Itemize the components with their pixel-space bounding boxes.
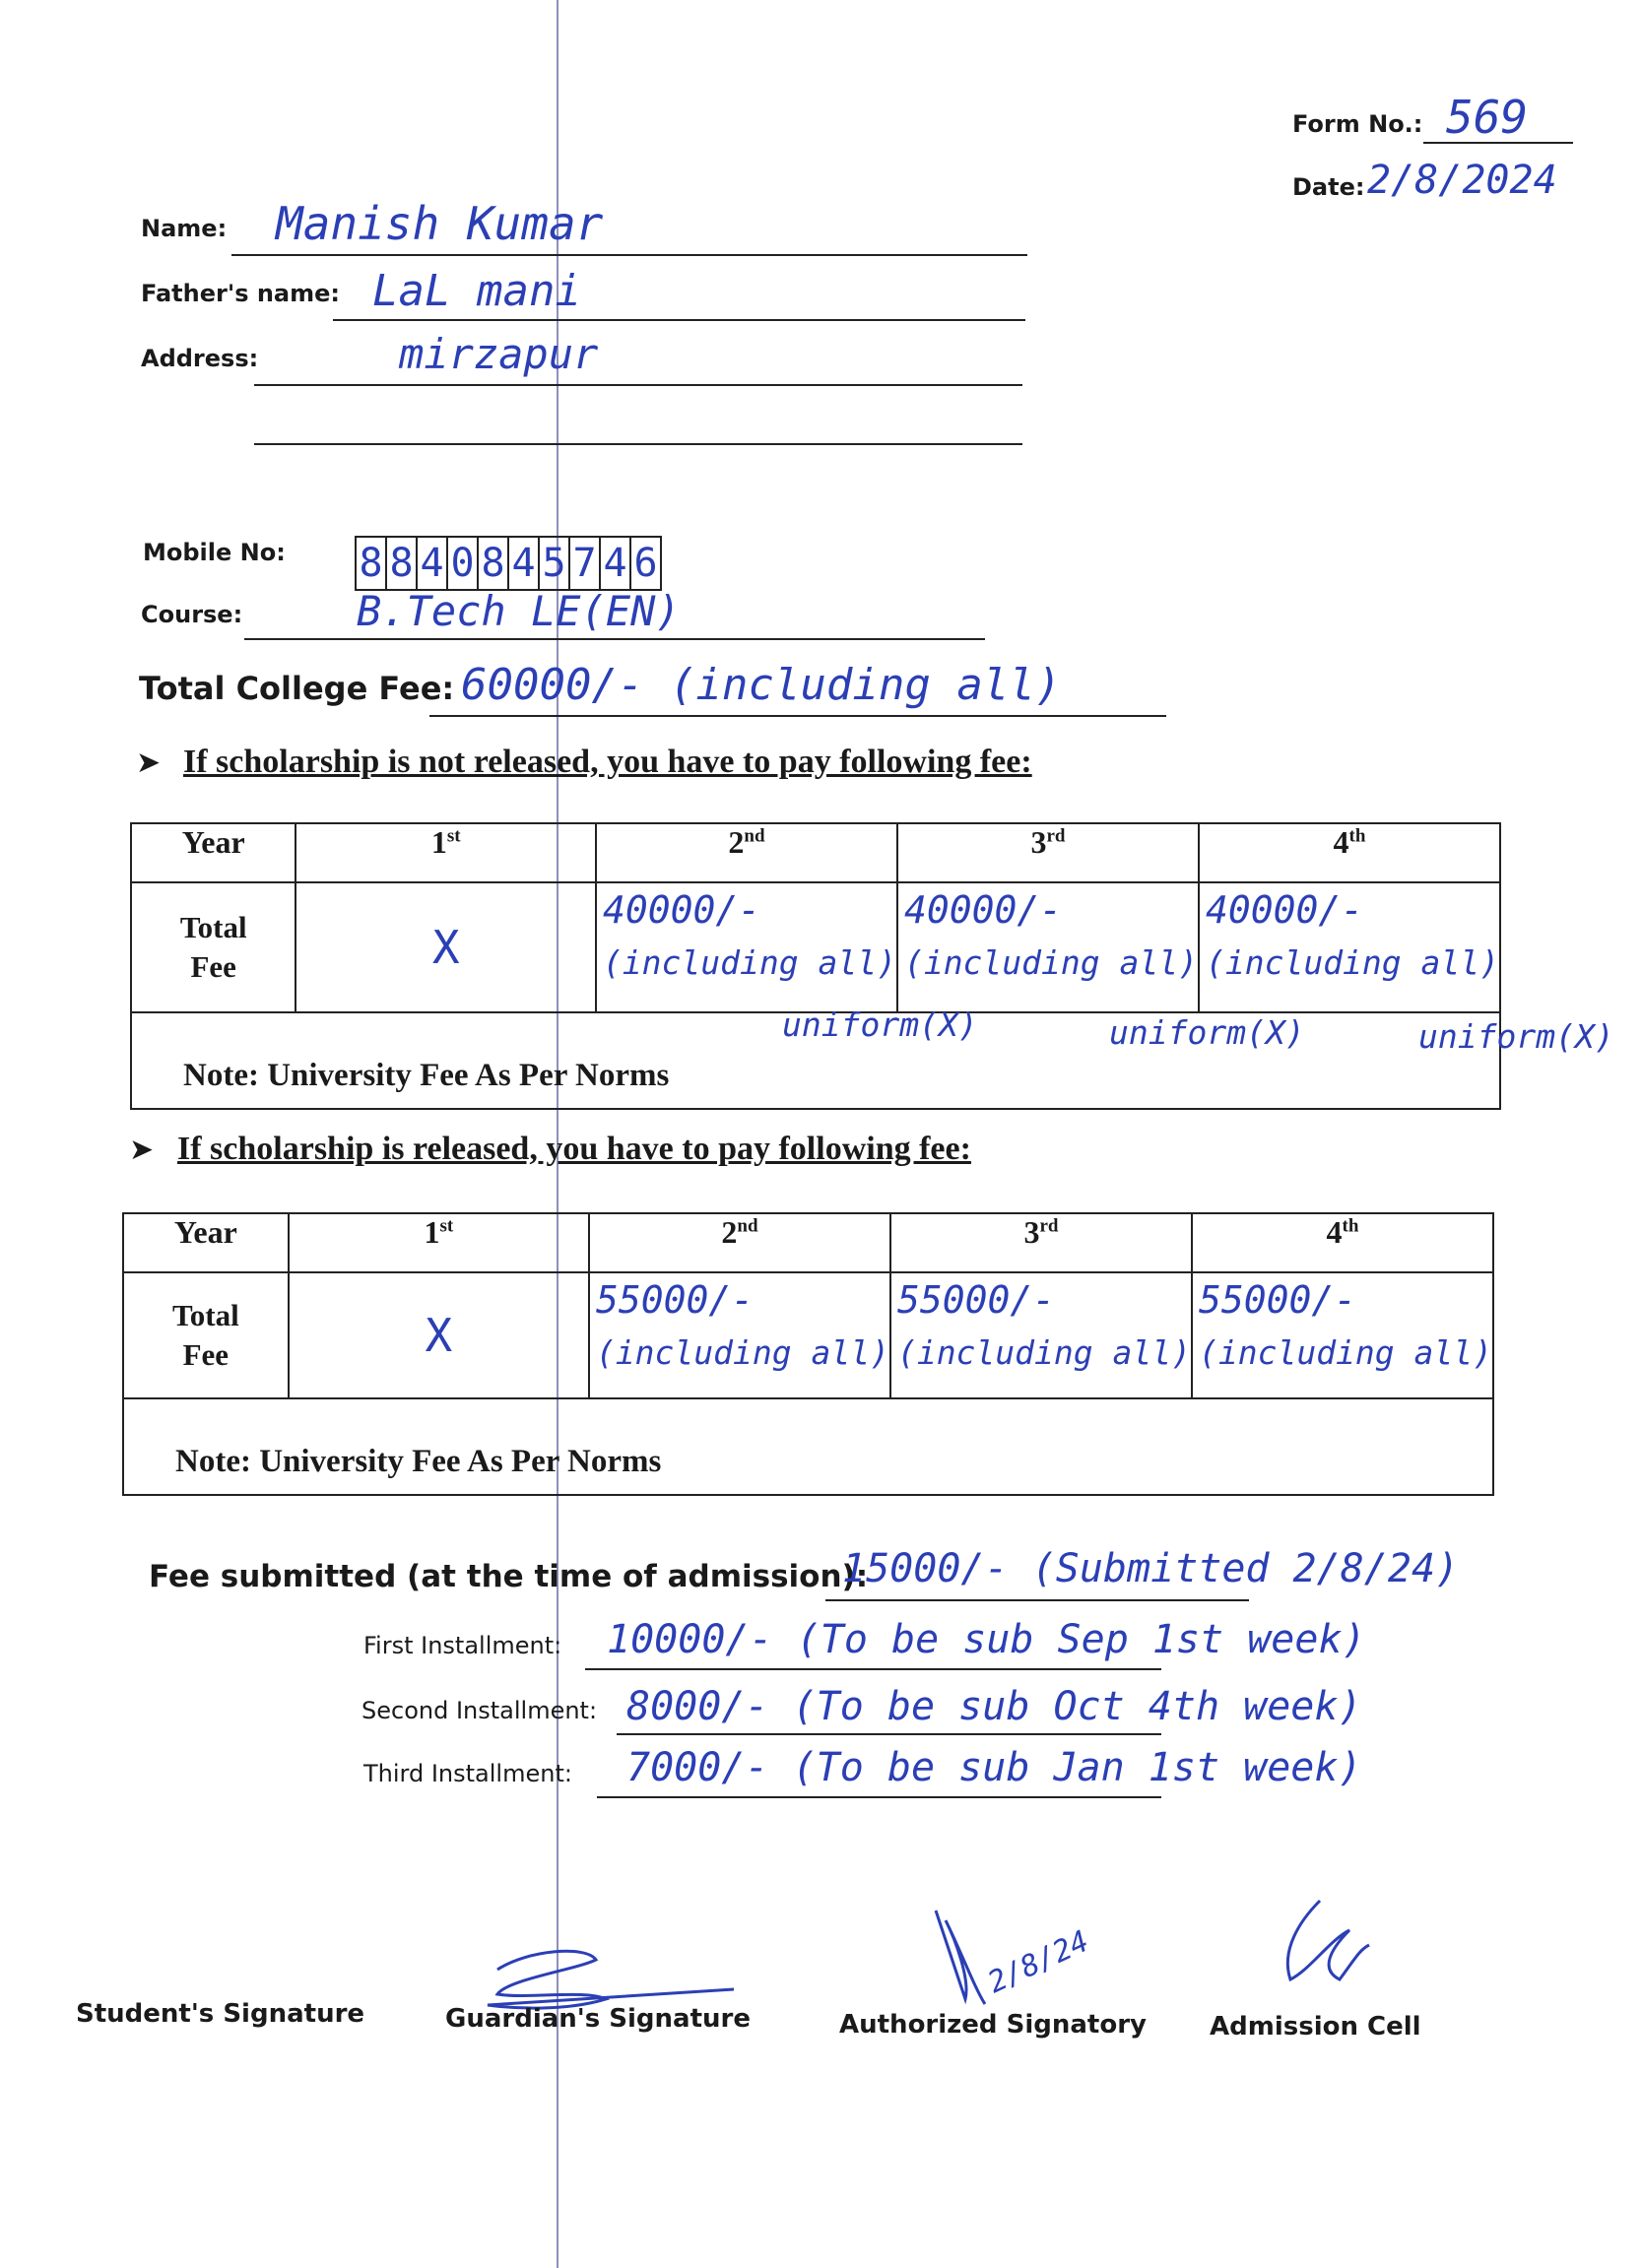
first-installment-value: 10000/- (To be sub Sep 1st week) [607,1617,1366,1662]
name-underline [231,254,1027,256]
date-label: Date: [1292,173,1365,201]
section-not-released-heading: If scholarship is not released, you have to pay following fee: [183,744,1032,780]
fee-table-released [122,1212,1494,1496]
first-installment-label: First Installment: [363,1632,562,1659]
course-underline [244,638,985,640]
father-name-value: LaL mani [372,266,581,316]
mobile-digit: 8 [387,538,418,589]
mobile-digit: 8 [479,538,509,589]
mobile-digit: 0 [448,538,479,589]
mobile-digit: 8 [357,538,387,589]
second-installment-underline [617,1733,1161,1735]
year-1-fee-cell: X [296,882,596,1012]
second-installment-label: Second Installment: [361,1697,598,1724]
year-2-header: 2nd [596,823,897,882]
form-no-value: 569 [1446,91,1529,144]
year-header: Year [123,1213,289,1272]
note-row [131,1005,1614,1109]
course-value: B.Tech LE(EN) [357,587,681,635]
year-2-uniform-note: uniform(X) [782,1005,978,1044]
note-text: Note: University Fee As Per Norms [183,1058,670,1093]
student-signature-label: Student's Signature [76,1999,365,2029]
third-installment-label: Third Installment: [363,1760,572,1787]
mobile-label: Mobile No: [143,539,286,566]
year-4-fee-cell: 55000/- (including all) [1192,1272,1493,1398]
name-label: Name: [141,215,228,242]
course-label: Course: [141,601,243,628]
guardian-signature-label: Guardian's Signature [445,2004,751,2034]
total-fee-value: 60000/- (including all) [461,660,1062,710]
total-fee-row-label: Total Fee [123,1272,289,1398]
year-3-header: 3rd [897,823,1199,882]
note-text: Note: University Fee As Per Norms [175,1444,662,1479]
admission-cell-label: Admission Cell [1210,2012,1421,2041]
year-3-header: 3rd [890,1213,1192,1272]
year-header: Year [131,823,296,882]
name-value: Manish Kumar [276,197,604,250]
section-released-heading: If scholarship is released, you have to pay following fee: [177,1131,971,1167]
fee-submitted-underline [825,1599,1249,1601]
bullet-arrow-icon: ➤ [136,745,162,780]
year-2-fee-cell: 40000/- (including all) [596,882,897,1012]
mobile-digit: 4 [509,538,540,589]
year-1-fee-cell: X [289,1272,589,1398]
note-row [123,1398,1493,1495]
fee-submitted-value: 15000/- (Submitted 2/8/24) [842,1546,1460,1591]
total-fee-label: Total College Fee: [139,670,455,707]
mobile-digit: 7 [570,538,601,589]
year-1-header: 1st [289,1213,589,1272]
total-fee-underline [429,715,1166,717]
mobile-number-boxes [355,536,662,591]
mobile-digit: 5 [540,538,570,589]
authorized-signature-date: 2/8/24 [982,1923,1094,2001]
mobile-digit: 4 [601,538,631,589]
father-name-underline [333,319,1025,321]
year-4-header: 4th [1199,823,1500,882]
address-value: mirzapur [399,330,599,378]
date-value: 2/8/2024 [1367,158,1557,203]
year-3-fee-cell: 40000/- (including all) [897,882,1199,1012]
fee-table-not-released [130,822,1614,1110]
address-label: Address: [141,345,259,372]
address-underline-1 [254,384,1022,386]
year-4-uniform-note: uniform(X) [1418,1017,1614,1056]
admission-cell-signature-mark [1261,1891,1379,2009]
third-installment-underline [597,1796,1161,1798]
father-name-label: Father's name: [141,280,341,307]
bullet-arrow-icon: ➤ [129,1133,155,1167]
first-installment-underline [585,1668,1161,1670]
year-2-header: 2nd [589,1213,890,1272]
address-underline-2 [254,443,1022,445]
year-4-fee-cell: 40000/- (including all) [1199,882,1500,1012]
year-3-uniform-note: uniform(X) [1109,1013,1305,1052]
fee-submitted-label: Fee submitted (at the time of admission): [149,1559,869,1594]
year-2-fee-cell: 55000/- (including all) [589,1272,890,1398]
year-3-fee-cell: 55000/- (including all) [890,1272,1192,1398]
mobile-digit: 6 [633,541,658,586]
total-fee-row-label: Total Fee [131,882,296,1012]
authorized-signatory-label: Authorized Signatory [839,2010,1147,2040]
year-1-header: 1st [296,823,596,882]
third-installment-value: 7000/- (To be sub Jan 1st week) [626,1745,1362,1790]
second-installment-value: 8000/- (To be sub Oct 4th week) [626,1684,1362,1729]
year-4-header: 4th [1192,1213,1493,1272]
form-no-label: Form No.: [1292,110,1423,138]
mobile-digit: 4 [418,538,448,589]
